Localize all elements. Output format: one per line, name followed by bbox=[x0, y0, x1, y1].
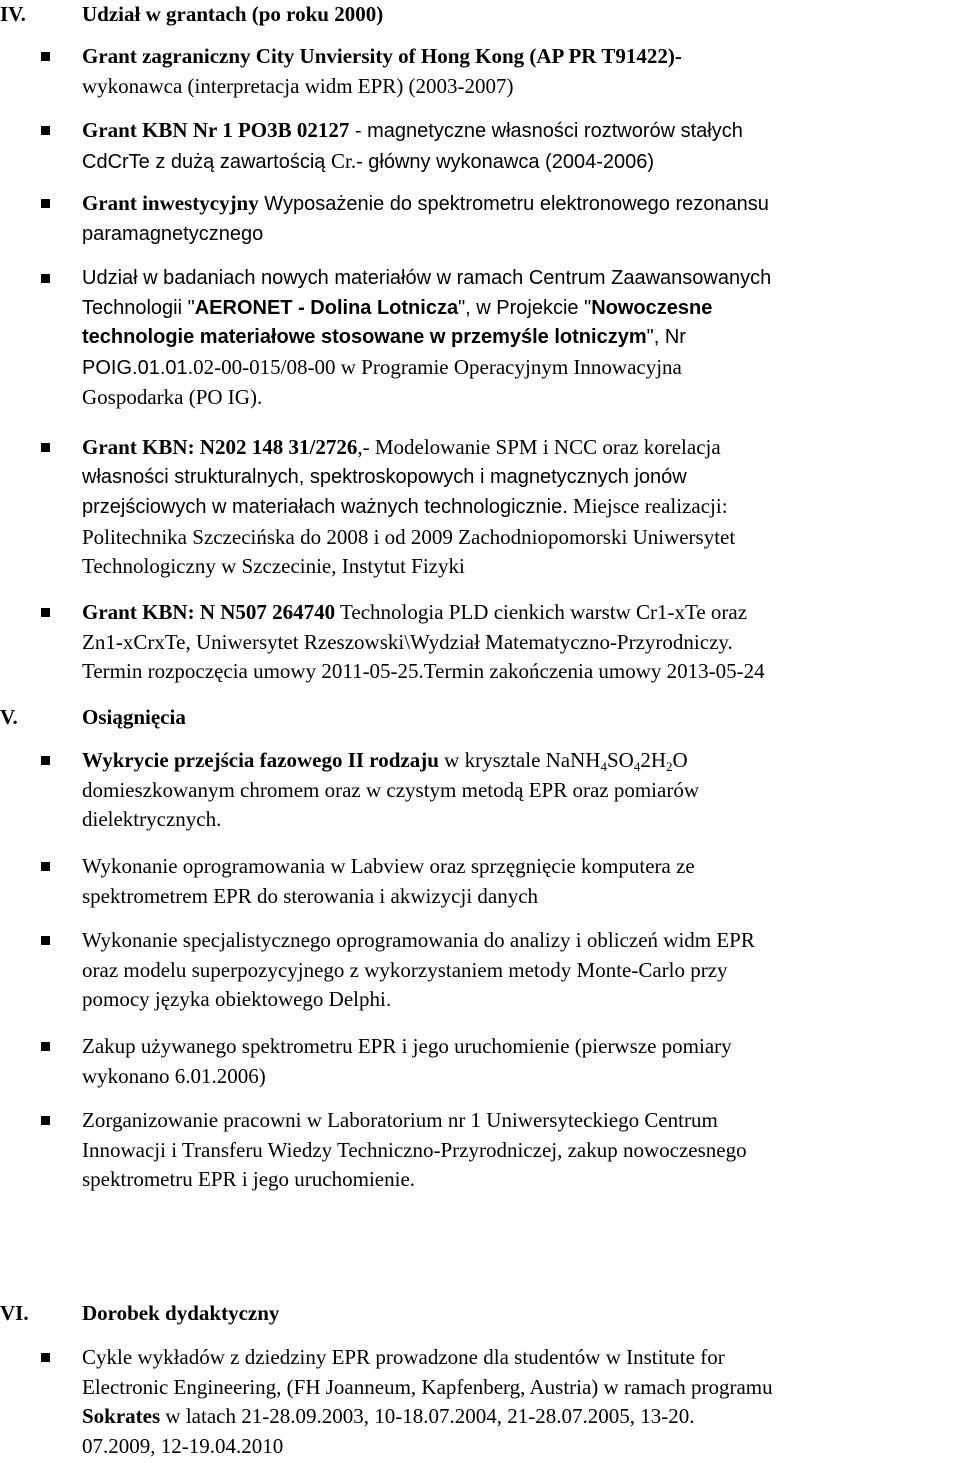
square-bullet-icon bbox=[41, 52, 50, 61]
list-item: Wykonanie specjalistycznego oprogramowania do analizy i obliczeń widm EPR oraz modelu superpozycyjnego z wykorzystaniem metody Monte-Carlo przy pomocy języka obiektowego Delphi. bbox=[82, 926, 958, 1016]
section-number: VI. bbox=[0, 1301, 29, 1325]
list-item: Wykonanie oprogramowania w Labview oraz sprzęgnięcie komputera ze spektrometrem EPR do sterowania i akwizycji danych bbox=[82, 852, 958, 911]
square-bullet-icon bbox=[41, 756, 50, 765]
section-number: V. bbox=[0, 705, 18, 729]
square-bullet-icon bbox=[41, 936, 50, 945]
list-item: Grant KBN: N202 148 31/2726,- Modelowanie SPM i NCC oraz korelacja własności strukturalnych, spektroskopowych i magnetycznych jonów przejściowych w materiałach ważnych technologicznie. Miejsce realizacji: Politechnika Szczecińska do 2008 i od 2009 Zachodniopomorski Uniwersytet Technologiczny w Szczecinie, Instytut Fizyki bbox=[82, 433, 958, 582]
square-bullet-icon bbox=[41, 1042, 50, 1051]
list-item: Cykle wykładów z dziedziny EPR prowadzone dla studentów w Institute for Electronic Engineering, (FH Joanneum, Kapfenberg, Austria) w ramach programu Sokrates w latach 21-28.09.2003, 10-18.07.2004, 21-28.07.2005, 13-20. 07.2009, 12-19.04.2010 bbox=[82, 1343, 958, 1461]
list-item: Grant inwestycyjny Wyposażenie do spektrometru elektronowego rezonansu paramagnetycznego bbox=[82, 189, 958, 249]
section-title: Dorobek dydaktyczny bbox=[82, 1301, 280, 1325]
square-bullet-icon bbox=[41, 862, 50, 871]
list-item: Udział w badaniach nowych materiałów w ramach Centrum Zaawansowanych Technologii "AERONET - Dolina Lotnicza", w Projekcie "Nowoczesne technologie materiałowe stosowane w przemyśle lotniczym", Nr POIG.01.01.02-00-015/08-00 w Programie Operacyjnym Innowacyjna Gospodarka (PO IG). bbox=[82, 264, 958, 413]
square-bullet-icon bbox=[41, 1353, 50, 1362]
section-title: Udział w grantach (po roku 2000) bbox=[82, 2, 384, 26]
list-item: Zakup używanego spektrometru EPR i jego uruchomienie (pierwsze pomiary wykonano 6.01.2006) bbox=[82, 1032, 958, 1091]
list-item: Zorganizowanie pracowni w Laboratorium nr 1 Uniwersyteckiego Centrum Innowacji i Transferu Wiedzy Techniczno-Przyrodniczej, zakup nowoczesnego spektrometru EPR i jego uruchomienie. bbox=[82, 1106, 958, 1195]
square-bullet-icon bbox=[41, 608, 50, 617]
square-bullet-icon bbox=[41, 199, 50, 208]
square-bullet-icon bbox=[41, 1116, 50, 1125]
square-bullet-icon bbox=[41, 274, 50, 283]
list-item: Grant zagraniczny City Unviersity of Hong Kong (AP PR T91422)- wykonawca (interpretacja widm EPR) (2003-2007) bbox=[82, 42, 958, 101]
square-bullet-icon bbox=[41, 126, 50, 135]
square-bullet-icon bbox=[41, 443, 50, 452]
section-number: IV. bbox=[0, 2, 26, 26]
list-item: Wykrycie przejścia fazowego II rodzaju w krysztale $NaNH_4SO_42H_2O$ domieszkowanym chromem oraz w czystym metodą EPR oraz pomiarów dielektrycznych. bbox=[82, 746, 958, 835]
section-title: Osiągnięcia bbox=[82, 705, 186, 729]
list-item: Grant KBN: N N507 264740 Technologia PLD cienkich warstw Cr1-xTe oraz Zn1-xCrxTe, Uniwersytet Rzeszowski\Wydział Matematyczno-Przyrodniczy. Termin rozpoczęcia umowy 2011-05-25.Termin zakończenia umowy 2013-05-24 bbox=[82, 598, 958, 687]
list-item: Grant KBN Nr 1 PO3B 02127 - magnetyczne własności roztworów stałych CdCrTe z dużą zawartością Cr.- główny wykonawca (2004-2006) bbox=[82, 116, 958, 177]
